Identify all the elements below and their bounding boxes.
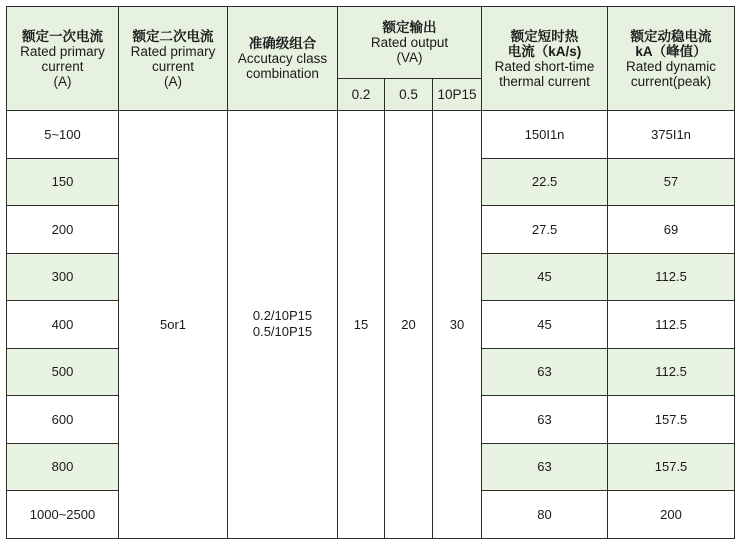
primary-current-cell: 800 — [7, 443, 119, 491]
primary-current-cell: 500 — [7, 348, 119, 396]
primary-current-cell: 400 — [7, 301, 119, 349]
secondary-current-cell: 5or1 — [119, 111, 228, 539]
dynamic-current-cell: 69 — [608, 206, 735, 254]
primary-current-cell: 150 — [7, 158, 119, 206]
primary-current-cell: 300 — [7, 253, 119, 301]
header-dynamic-current: 额定动稳电流 kA（峰值） Rated dynamic current(peak) — [608, 7, 735, 111]
subheader-output-0-2: 0.2 — [338, 79, 385, 111]
primary-current-cell: 5~100 — [7, 111, 119, 159]
dynamic-current-cell: 112.5 — [608, 253, 735, 301]
dynamic-current-cell: 157.5 — [608, 443, 735, 491]
header-rated-primary-current: 额定一次电流 Rated primary current (A) — [7, 7, 119, 111]
thermal-current-cell: 63 — [482, 443, 608, 491]
output-10p15-cell: 30 — [433, 111, 482, 539]
header-rated-secondary-current: 额定二次电流 Rated primary current (A) — [119, 7, 228, 111]
dynamic-current-cell: 157.5 — [608, 396, 735, 444]
accuracy-class-line: 0.2/10P15 — [252, 308, 313, 324]
subheader-output-10p15: 10P15 — [433, 79, 482, 111]
header-accuracy-class: 准确级组合 Accutacy class combination — [228, 7, 338, 111]
table-row — [7, 111, 735, 159]
dynamic-current-cell: 112.5 — [608, 348, 735, 396]
thermal-current-cell: 80 — [482, 491, 608, 539]
accuracy-class-cell — [228, 111, 338, 539]
primary-current-cell: 600 — [7, 396, 119, 444]
accuracy-class-line: 0.5/10P15 — [252, 324, 313, 340]
thermal-current-cell: 45 — [482, 253, 608, 301]
primary-current-cell: 1000~2500 — [7, 491, 119, 539]
dynamic-current-cell: 112.5 — [608, 301, 735, 349]
thermal-current-cell: 45 — [482, 301, 608, 349]
output-0-5-cell: 20 — [385, 111, 433, 539]
dynamic-current-cell: 200 — [608, 491, 735, 539]
thermal-current-cell: 22.5 — [482, 158, 608, 206]
output-0-2-cell: 15 — [338, 111, 385, 539]
header-rated-output: 额定输出 Rated output (VA) — [338, 7, 482, 79]
specification-table — [6, 6, 735, 539]
subheader-output-0-5: 0.5 — [385, 79, 433, 111]
thermal-current-cell: 63 — [482, 396, 608, 444]
dynamic-current-cell: 57 — [608, 158, 735, 206]
thermal-current-cell: 63 — [482, 348, 608, 396]
thermal-current-cell: 150I1n — [482, 111, 608, 159]
dynamic-current-cell: 375I1n — [608, 111, 735, 159]
primary-current-cell: 200 — [7, 206, 119, 254]
header-thermal-current: 额定短时热 电流（kA/s) Rated short-time thermal current — [482, 7, 608, 111]
thermal-current-cell: 27.5 — [482, 206, 608, 254]
